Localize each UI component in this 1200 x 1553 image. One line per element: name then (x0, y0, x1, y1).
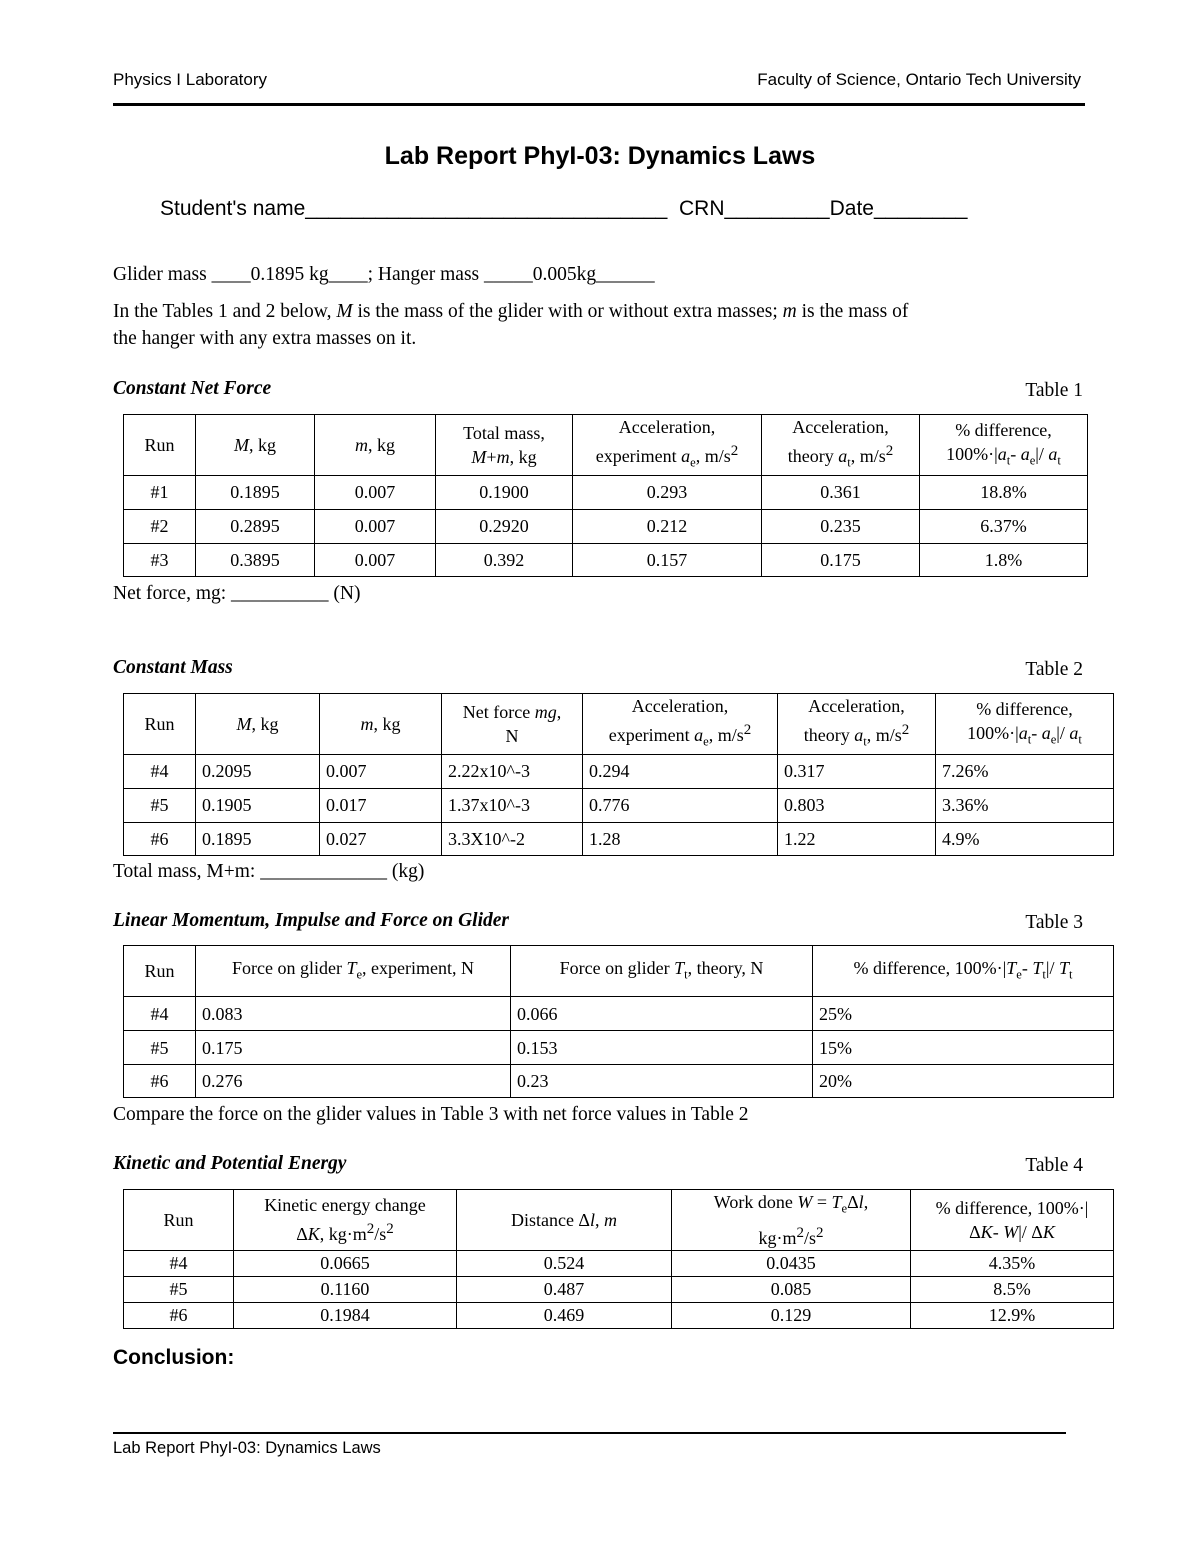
table1-label: Table 1 (1025, 380, 1083, 401)
cell-percent-difference: 7.26% (936, 754, 1114, 788)
footer-text: Lab Report PhyI-03: Dynamics Laws (113, 1439, 381, 1457)
table-header-row (124, 1190, 1114, 1251)
cell-acceleration-theory: 0.317 (778, 754, 936, 788)
cell-kinetic-energy: 0.1984 (234, 1302, 457, 1328)
header-glider-mass: M, kg (196, 694, 320, 755)
header-run: Run (124, 415, 196, 476)
cell-glider-mass: 0.1905 (196, 788, 320, 822)
header-work-done: Work done $W = T_e\Delta l$, $kg\cdot m^2/s^2$ (672, 1190, 911, 1251)
header-run: Run (124, 1190, 234, 1251)
header-run: Run (124, 946, 196, 997)
table-force-on-glider (123, 945, 1114, 1098)
header-hanger-mass: m, kg (320, 694, 442, 755)
section-title-constant-net-force: Constant Net Force (113, 378, 272, 399)
cell-acceleration-experiment: 0.157 (573, 543, 762, 576)
cell-run: #4 (124, 997, 196, 1031)
header-glider-mass: M, kg (196, 415, 315, 476)
header-acceleration-experiment: Acceleration, experiment $a_e$, $m/s^2$ (583, 694, 778, 755)
cell-total-mass: 0.392 (436, 543, 573, 576)
header-left: Physics I Laboratory (113, 70, 268, 89)
header-kinetic-energy-change: Kinetic energy change ΔK, $kg\cdot m^2/s^2$ (234, 1190, 457, 1251)
header-hanger-mass: m, kg (315, 415, 436, 476)
cell-acceleration-experiment: 1.28 (583, 822, 778, 855)
header-percent-difference: % difference, $100\%\cdot|T_e-$ $T_t|/$ $T_t$ (813, 946, 1114, 997)
cell-work-done: 0.129 (672, 1302, 911, 1328)
cell-acceleration-experiment: 0.294 (583, 754, 778, 788)
table-row (124, 754, 1114, 788)
table4-label: Table 4 (1025, 1155, 1083, 1176)
cell-run: #1 (124, 475, 196, 509)
table-row (124, 788, 1114, 822)
cell-run: #4 (124, 1250, 234, 1276)
cell-work-done: 0.085 (672, 1276, 911, 1302)
footer-rule (113, 1432, 1066, 1434)
header-distance: Distance Δl, m (457, 1190, 672, 1251)
cell-hanger-mass: 0.007 (315, 543, 436, 576)
cell-glider-mass: 0.1895 (196, 822, 320, 855)
cell-hanger-mass: 0.017 (320, 788, 442, 822)
table-row (124, 1250, 1114, 1276)
page-title: Lab Report PhyI-03: Dynamics Laws (384, 142, 816, 170)
table-constant-mass (123, 693, 1114, 856)
cell-net-force: 1.37x10^-3 (442, 788, 583, 822)
header-force-experiment: Force on glider $T_e$, experiment, N (196, 946, 511, 997)
cell-percent-difference: 25% (813, 997, 1114, 1031)
table-row (124, 1276, 1114, 1302)
intro-paragraph-line2: the hanger with any extra masses on it. (113, 328, 417, 349)
header-acceleration-theory: Acceleration, theory $a_t$, $m/s^2$ (762, 415, 920, 476)
cell-force-experiment: 0.175 (196, 1031, 511, 1065)
table-row (124, 1031, 1114, 1065)
cell-percent-difference: 6.37% (920, 509, 1088, 543)
cell-percent-difference: 4.35% (911, 1250, 1114, 1276)
cell-acceleration-theory: 0.175 (762, 543, 920, 576)
header-percent-difference: % difference, $100\%\cdot|a_t-$ $a_e|/$ $a_t$ (920, 415, 1088, 476)
table3-label: Table 3 (1025, 912, 1083, 933)
header-right: Faculty of Science, Ontario Tech University (757, 70, 1081, 89)
cell-distance: 0.487 (457, 1276, 672, 1302)
cell-run: #5 (124, 788, 196, 822)
student-info-line: Student's name_______________________________ CRN_________Date________ (160, 197, 968, 220)
table-constant-net-force (123, 414, 1088, 577)
cell-hanger-mass: 0.007 (315, 509, 436, 543)
header-force-theory: Force on glider $T_t$, theory, N (511, 946, 813, 997)
cell-run: #3 (124, 543, 196, 576)
cell-force-theory: 0.066 (511, 997, 813, 1031)
cell-run: #5 (124, 1276, 234, 1302)
cell-percent-difference: 4.9% (936, 822, 1114, 855)
table-row (124, 822, 1114, 855)
total-mass-line: Total mass, M+m: _____________ (kg) (113, 861, 425, 882)
cell-acceleration-theory: 1.22 (778, 822, 936, 855)
cell-force-theory: 0.153 (511, 1031, 813, 1065)
cell-run: #6 (124, 1302, 234, 1328)
cell-percent-difference: 1.8% (920, 543, 1088, 576)
cell-total-mass: 0.2920 (436, 509, 573, 543)
cell-hanger-mass: 0.027 (320, 822, 442, 855)
cell-percent-difference: 20% (813, 1065, 1114, 1098)
header-percent-difference: % difference, $100\%\cdot|a_t-$ $a_e|/$ $a_t$ (936, 694, 1114, 755)
cell-acceleration-theory: 0.361 (762, 475, 920, 509)
cell-acceleration-theory: 0.803 (778, 788, 936, 822)
cell-hanger-mass: 0.007 (315, 475, 436, 509)
cell-kinetic-energy: 0.0665 (234, 1250, 457, 1276)
table-row (124, 997, 1114, 1031)
cell-distance: 0.524 (457, 1250, 672, 1276)
cell-run: #5 (124, 1031, 196, 1065)
table-header-row (124, 694, 1114, 755)
intro-paragraph: In the Tables 1 and 2 below, M is the mass of the glider with or without extra masses; m is the mass of (113, 301, 909, 322)
cell-distance: 0.469 (457, 1302, 672, 1328)
cell-percent-difference: 12.9% (911, 1302, 1114, 1328)
table-row (124, 1302, 1114, 1328)
section-title-constant-mass: Constant Mass (113, 657, 233, 678)
cell-acceleration-experiment: 0.212 (573, 509, 762, 543)
cell-force-experiment: 0.083 (196, 997, 511, 1031)
cell-glider-mass: 0.3895 (196, 543, 315, 576)
cell-run: #2 (124, 509, 196, 543)
conclusion-heading: Conclusion: (113, 1346, 235, 1369)
cell-force-experiment: 0.276 (196, 1065, 511, 1098)
header-percent-difference: % difference, 100%·| ΔK- W|/ ΔK (911, 1190, 1114, 1251)
cell-percent-difference: 3.36% (936, 788, 1114, 822)
cell-acceleration-experiment: 0.293 (573, 475, 762, 509)
header-acceleration-experiment: Acceleration, experiment $a_e$, $m/s^2$ (573, 415, 762, 476)
net-force-line: Net force, mg: __________ (N) (113, 583, 361, 604)
header-total-mass: Total mass, M+m, kg (436, 415, 573, 476)
header-run: Run (124, 694, 196, 755)
table-kinetic-potential-energy (123, 1189, 1114, 1329)
section-title-linear-momentum: Linear Momentum, Impulse and Force on Glider (113, 910, 509, 931)
table-row (124, 475, 1088, 509)
mass-info-line: Glider mass ____0.1895 kg____; Hanger mass _____0.005kg______ (113, 264, 655, 285)
cell-percent-difference: 8.5% (911, 1276, 1114, 1302)
table-row (124, 1065, 1114, 1098)
cell-glider-mass: 0.2895 (196, 509, 315, 543)
cell-kinetic-energy: 0.1160 (234, 1276, 457, 1302)
cell-run: #6 (124, 822, 196, 855)
cell-acceleration-experiment: 0.776 (583, 788, 778, 822)
cell-hanger-mass: 0.007 (320, 754, 442, 788)
cell-total-mass: 0.1900 (436, 475, 573, 509)
header-rule (113, 103, 1085, 106)
cell-work-done: 0.0435 (672, 1250, 911, 1276)
table2-label: Table 2 (1025, 659, 1083, 680)
table-header-row (124, 946, 1114, 997)
header-acceleration-theory: Acceleration, theory $a_t$, $m/s^2$ (778, 694, 936, 755)
cell-glider-mass: 0.1895 (196, 475, 315, 509)
cell-net-force: 2.22x10^-3 (442, 754, 583, 788)
cell-percent-difference: 18.8% (920, 475, 1088, 509)
cell-force-theory: 0.23 (511, 1065, 813, 1098)
cell-glider-mass: 0.2095 (196, 754, 320, 788)
section-title-kinetic-potential-energy: Kinetic and Potential Energy (113, 1153, 347, 1174)
table-row (124, 509, 1088, 543)
cell-run: #6 (124, 1065, 196, 1098)
table-header-row (124, 415, 1088, 476)
compare-note: Compare the force on the glider values in Table 3 with net force values in Table 2 (113, 1104, 749, 1125)
cell-acceleration-theory: 0.235 (762, 509, 920, 543)
cell-run: #4 (124, 754, 196, 788)
header-net-force: Net force mg, N (442, 694, 583, 755)
table-row (124, 543, 1088, 576)
cell-net-force: 3.3X10^-2 (442, 822, 583, 855)
cell-percent-difference: 15% (813, 1031, 1114, 1065)
